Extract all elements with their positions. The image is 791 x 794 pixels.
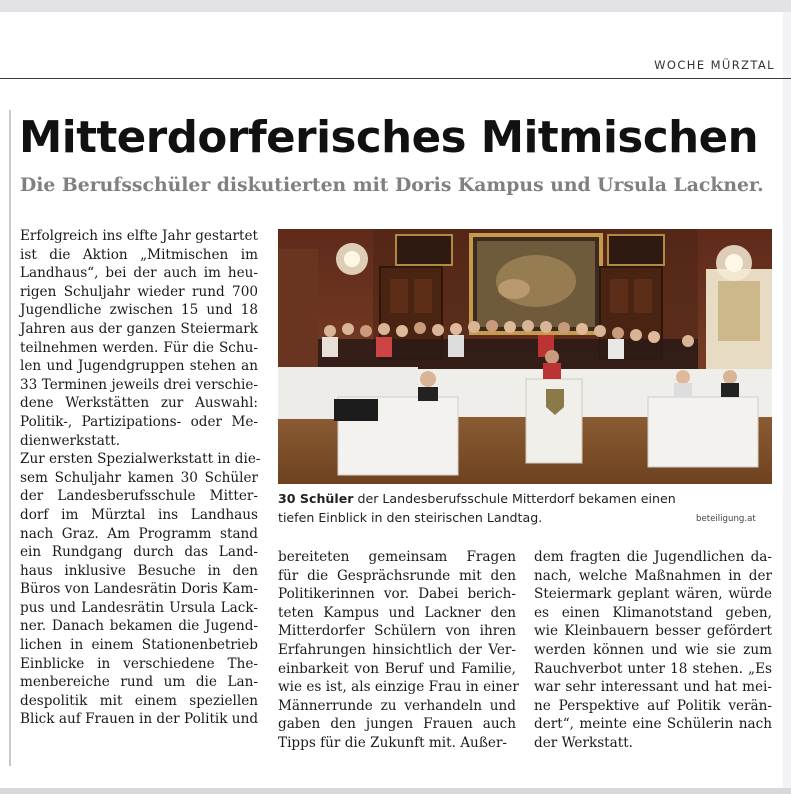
caption-line-2: tiefen Einblick in den steirischen Landtag. xyxy=(278,510,543,525)
text-line: lichen in einem Stationenbetrieb xyxy=(20,637,258,654)
text-line: es einen Klimanotstand geben, xyxy=(534,604,772,621)
text-line: nach Graz. Am Programm stand xyxy=(20,525,258,542)
headline: Mitterdorferisches Mitmischen xyxy=(19,113,759,163)
text-line: rigen Schuljahr wieder rund 700 xyxy=(20,283,258,300)
text-line: Einblicke in verschiedene The- xyxy=(20,655,258,672)
text-line: dienwerkstatt. xyxy=(20,432,121,449)
text-line: dem fragten die Jugendlichen da- xyxy=(534,549,772,565)
text-line: wie Kleinbauern besser gefördert xyxy=(534,623,772,640)
text-line: der Werkstatt. xyxy=(534,734,633,751)
desk-front-right xyxy=(648,397,758,467)
text-line: Rauchverbot unter 18 stehen. „Es xyxy=(534,660,772,677)
caption-text: der Landesberufsschule Mitterdorf bekamen einen xyxy=(357,491,676,506)
text-line: ner. Danach bekamen die Jugend- xyxy=(20,618,258,635)
text-line: despolitik mit einem speziellen xyxy=(20,692,258,709)
text-line: werden können und wie sie zum xyxy=(534,641,772,658)
photo-illustration xyxy=(278,229,772,484)
text-line: sem Schuljahr kamen 30 Schüler xyxy=(20,469,258,486)
top-strip xyxy=(0,0,791,12)
text-line: Politikerinnen vor. Dabei berich- xyxy=(278,586,516,603)
text-line: ne Perspektive auf Politik verän- xyxy=(534,697,772,714)
text-line: len und Jugendgruppen stehen an xyxy=(20,358,258,375)
text-line: ist die Aktion „Mitmischen im xyxy=(20,246,258,263)
text-line: Zur ersten Spezialwerkstatt in die- xyxy=(20,451,261,468)
article-column-3 xyxy=(534,548,772,753)
text-line: gaben den jungen Frauen auch xyxy=(278,716,516,733)
text-line: haus inklusive Besuche in den xyxy=(20,562,258,579)
caption-bold: 30 Schüler xyxy=(278,491,354,506)
subheadline: Die Berufsschüler diskutierten mit Doris Kampus und Ursula Lackner. xyxy=(20,174,764,196)
text-line: Büros von Landesrätin Doris Kam- xyxy=(20,581,258,598)
text-line: dene Werkstätten zur Auswahl: xyxy=(20,395,258,412)
text-line: wie es ist, als einzige Frau in einer xyxy=(278,679,519,696)
text-line: einbarkeit von Beruf und Familie, xyxy=(278,660,516,677)
text-line: teilnehmen werden. Für die Schu- xyxy=(20,339,258,356)
text-line: Jugendliche zwischen 15 und 18 xyxy=(20,302,258,319)
text-line: Steiermark geplant wären, würde xyxy=(534,586,772,603)
text-line: Jahren aus der ganzen Steiermark xyxy=(20,320,258,337)
text-line: nach, welche Maßnahmen in der xyxy=(534,567,772,584)
text-line: war sehr interessant und hat mei- xyxy=(534,679,772,696)
text-line: für die Gesprächsrunde mit den xyxy=(278,567,516,584)
text-line: Erfolgreich ins elfte Jahr gestartet xyxy=(20,228,258,244)
text-line: teten Kampus und Lackner den xyxy=(278,604,516,621)
text-line: dert“, meinte eine Schülerin nach xyxy=(534,716,772,733)
article-column-2 xyxy=(278,548,519,753)
text-line: Mitterdorfer Schülern von ihren xyxy=(278,623,516,640)
right-edge xyxy=(783,12,791,788)
text-line: Blick auf Frauen in der Politik und xyxy=(20,711,259,728)
text-line: pus und Landesrätin Ursula Lack- xyxy=(20,599,258,616)
chair xyxy=(334,399,378,421)
publication-name: WOCHE MÜRZTAL xyxy=(654,58,775,72)
article-margin-bar xyxy=(9,110,11,766)
landtag-photo xyxy=(278,229,772,484)
text-line: menbereiche rund um die Lan- xyxy=(20,674,258,691)
text-line: Landhaus“, bei der auch im heu- xyxy=(20,265,258,282)
text-line: Erfahrungen hinsichtlich der Ver- xyxy=(278,641,516,658)
text-line: bereiteten gemeinsam Fragen xyxy=(278,549,516,565)
text-line: Männerrunde zu verhandeln und xyxy=(278,697,516,714)
header-rule xyxy=(0,78,791,79)
text-line: ein Rundgang durch das Land- xyxy=(20,544,258,561)
text-line: der Landesberufsschule Mitter- xyxy=(20,488,258,505)
photo-credit: beteiligung.at xyxy=(696,514,756,524)
text-line: 33 Terminen jeweils drei verschie- xyxy=(20,376,258,393)
text-line: Politik-, Partizipations- oder Me- xyxy=(20,413,258,430)
bottom-strip xyxy=(0,788,791,794)
article-column-1 xyxy=(20,227,261,729)
text-line: dorf im Mürztal ins Landhaus xyxy=(20,506,258,523)
text-line: Tipps für die Zukunft mit. Außer- xyxy=(278,734,508,751)
